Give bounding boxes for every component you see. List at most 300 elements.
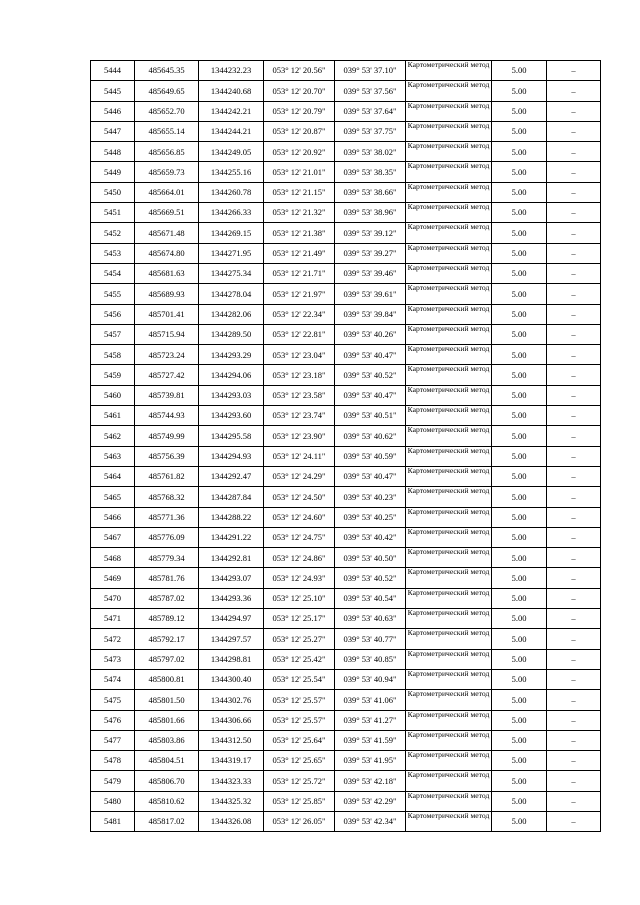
latitude-cell: 053° 12' 24.93": [264, 568, 335, 588]
x-coordinate-cell: 485649.65: [135, 81, 199, 101]
point-number-cell: 5460: [91, 385, 135, 405]
table-row: [91, 507, 601, 527]
table-row: [91, 101, 601, 121]
latitude-cell: 053° 12' 24.50": [264, 487, 335, 507]
x-coordinate-cell: 485671.48: [135, 223, 199, 243]
longitude-cell: 039° 53' 37.56": [335, 81, 406, 101]
point-number-cell: 5478: [91, 751, 135, 771]
latitude-cell: 053° 12' 24.29": [264, 466, 335, 486]
y-coordinate-cell: 1344289.50: [199, 324, 264, 344]
note-cell: –: [547, 609, 601, 629]
latitude-cell: 053° 12' 24.75": [264, 527, 335, 547]
table-row: [91, 223, 601, 243]
table-row: [91, 527, 601, 547]
note-cell: –: [547, 263, 601, 283]
method-cell: Картометрический метод: [406, 263, 492, 283]
note-cell: –: [547, 203, 601, 223]
longitude-cell: 039° 53' 39.61": [335, 284, 406, 304]
accuracy-cell: 5.00: [492, 629, 547, 649]
point-number-cell: 5444: [91, 61, 135, 81]
y-coordinate-cell: 1344293.60: [199, 406, 264, 426]
x-coordinate-cell: 485806.70: [135, 771, 199, 791]
point-number-cell: 5450: [91, 182, 135, 202]
method-cell: Картометрический метод: [406, 487, 492, 507]
table-row: [91, 345, 601, 365]
method-cell: Картометрический метод: [406, 426, 492, 446]
x-coordinate-cell: 485689.93: [135, 284, 199, 304]
x-coordinate-cell: 485768.32: [135, 487, 199, 507]
x-coordinate-cell: 485781.76: [135, 568, 199, 588]
latitude-cell: 053° 12' 23.74": [264, 406, 335, 426]
method-cell: Картометрический метод: [406, 710, 492, 730]
longitude-cell: 039° 53' 40.47": [335, 345, 406, 365]
note-cell: –: [547, 182, 601, 202]
longitude-cell: 039° 53' 40.50": [335, 548, 406, 568]
method-cell: Картометрический метод: [406, 751, 492, 771]
table-row: [91, 710, 601, 730]
point-number-cell: 5471: [91, 609, 135, 629]
method-cell: Картометрический метод: [406, 385, 492, 405]
note-cell: –: [547, 345, 601, 365]
latitude-cell: 053° 12' 25.64": [264, 730, 335, 750]
longitude-cell: 039° 53' 41.27": [335, 710, 406, 730]
table-row: [91, 385, 601, 405]
y-coordinate-cell: 1344278.04: [199, 284, 264, 304]
latitude-cell: 053° 12' 21.32": [264, 203, 335, 223]
y-coordinate-cell: 1344271.95: [199, 243, 264, 263]
x-coordinate-cell: 485789.12: [135, 609, 199, 629]
table-row: [91, 162, 601, 182]
longitude-cell: 039° 53' 40.59": [335, 446, 406, 466]
x-coordinate-cell: 485723.24: [135, 345, 199, 365]
latitude-cell: 053° 12' 24.11": [264, 446, 335, 466]
x-coordinate-cell: 485659.73: [135, 162, 199, 182]
latitude-cell: 053° 12' 21.15": [264, 182, 335, 202]
x-coordinate-cell: 485787.02: [135, 588, 199, 608]
accuracy-cell: 5.00: [492, 446, 547, 466]
latitude-cell: 053° 12' 26.05": [264, 811, 335, 831]
x-coordinate-cell: 485727.42: [135, 365, 199, 385]
latitude-cell: 053° 12' 24.60": [264, 507, 335, 527]
point-number-cell: 5469: [91, 568, 135, 588]
note-cell: –: [547, 791, 601, 811]
latitude-cell: 053° 12' 21.49": [264, 243, 335, 263]
note-cell: –: [547, 690, 601, 710]
table-row: [91, 669, 601, 689]
latitude-cell: 053° 12' 25.57": [264, 710, 335, 730]
latitude-cell: 053° 12' 21.01": [264, 162, 335, 182]
table-row: [91, 690, 601, 710]
note-cell: –: [547, 101, 601, 121]
longitude-cell: 039° 53' 40.47": [335, 385, 406, 405]
method-cell: Картометрический метод: [406, 730, 492, 750]
note-cell: –: [547, 304, 601, 324]
longitude-cell: 039° 53' 40.54": [335, 588, 406, 608]
point-number-cell: 5452: [91, 223, 135, 243]
longitude-cell: 039° 53' 37.10": [335, 61, 406, 81]
note-cell: –: [547, 81, 601, 101]
note-cell: –: [547, 142, 601, 162]
table-row: [91, 629, 601, 649]
y-coordinate-cell: 1344300.40: [199, 669, 264, 689]
method-cell: Картометрический метод: [406, 548, 492, 568]
accuracy-cell: 5.00: [492, 101, 547, 121]
table-row: [91, 751, 601, 771]
point-number-cell: 5456: [91, 304, 135, 324]
accuracy-cell: 5.00: [492, 142, 547, 162]
table-row: [91, 243, 601, 263]
accuracy-cell: 5.00: [492, 730, 547, 750]
y-coordinate-cell: 1344255.16: [199, 162, 264, 182]
note-cell: –: [547, 324, 601, 344]
longitude-cell: 039° 53' 42.18": [335, 771, 406, 791]
accuracy-cell: 5.00: [492, 365, 547, 385]
accuracy-cell: 5.00: [492, 61, 547, 81]
table-row: [91, 61, 601, 81]
method-cell: Картометрический метод: [406, 527, 492, 547]
point-number-cell: 5476: [91, 710, 135, 730]
point-number-cell: 5446: [91, 101, 135, 121]
x-coordinate-cell: 485797.02: [135, 649, 199, 669]
note-cell: –: [547, 710, 601, 730]
latitude-cell: 053° 12' 25.27": [264, 629, 335, 649]
table-row: [91, 121, 601, 141]
accuracy-cell: 5.00: [492, 345, 547, 365]
accuracy-cell: 5.00: [492, 385, 547, 405]
table-row: [91, 730, 601, 750]
method-cell: Картометрический метод: [406, 182, 492, 202]
y-coordinate-cell: 1344266.33: [199, 203, 264, 223]
x-coordinate-cell: 485744.93: [135, 406, 199, 426]
method-cell: Картометрический метод: [406, 61, 492, 81]
point-number-cell: 5463: [91, 446, 135, 466]
method-cell: Картометрический метод: [406, 223, 492, 243]
y-coordinate-cell: 1344293.36: [199, 588, 264, 608]
y-coordinate-cell: 1344244.21: [199, 121, 264, 141]
latitude-cell: 053° 12' 21.97": [264, 284, 335, 304]
longitude-cell: 039° 53' 40.26": [335, 324, 406, 344]
accuracy-cell: 5.00: [492, 690, 547, 710]
y-coordinate-cell: 1344312.50: [199, 730, 264, 750]
longitude-cell: 039° 53' 40.85": [335, 649, 406, 669]
longitude-cell: 039° 53' 39.12": [335, 223, 406, 243]
note-cell: –: [547, 568, 601, 588]
method-cell: Картометрический метод: [406, 203, 492, 223]
latitude-cell: 053° 12' 25.54": [264, 669, 335, 689]
y-coordinate-cell: 1344306.66: [199, 710, 264, 730]
latitude-cell: 053° 12' 25.72": [264, 771, 335, 791]
latitude-cell: 053° 12' 25.65": [264, 751, 335, 771]
longitude-cell: 039° 53' 40.42": [335, 527, 406, 547]
y-coordinate-cell: 1344297.57: [199, 629, 264, 649]
method-cell: Картометрический метод: [406, 365, 492, 385]
x-coordinate-cell: 485761.82: [135, 466, 199, 486]
accuracy-cell: 5.00: [492, 121, 547, 141]
method-cell: Картометрический метод: [406, 629, 492, 649]
note-cell: –: [547, 811, 601, 831]
point-number-cell: 5481: [91, 811, 135, 831]
x-coordinate-cell: 485810.62: [135, 791, 199, 811]
point-number-cell: 5467: [91, 527, 135, 547]
longitude-cell: 039° 53' 37.75": [335, 121, 406, 141]
x-coordinate-cell: 485801.66: [135, 710, 199, 730]
table-row: [91, 284, 601, 304]
note-cell: –: [547, 669, 601, 689]
latitude-cell: 053° 12' 25.57": [264, 690, 335, 710]
point-number-cell: 5451: [91, 203, 135, 223]
method-cell: Картометрический метод: [406, 243, 492, 263]
point-number-cell: 5475: [91, 690, 135, 710]
longitude-cell: 039° 53' 37.64": [335, 101, 406, 121]
table-row: [91, 182, 601, 202]
accuracy-cell: 5.00: [492, 406, 547, 426]
longitude-cell: 039° 53' 40.23": [335, 487, 406, 507]
y-coordinate-cell: 1344240.68: [199, 81, 264, 101]
accuracy-cell: 5.00: [492, 609, 547, 629]
method-cell: Картометрический метод: [406, 507, 492, 527]
table-row: [91, 791, 601, 811]
latitude-cell: 053° 12' 21.71": [264, 263, 335, 283]
point-number-cell: 5474: [91, 669, 135, 689]
longitude-cell: 039° 53' 38.66": [335, 182, 406, 202]
point-number-cell: 5472: [91, 629, 135, 649]
method-cell: Картометрический метод: [406, 101, 492, 121]
y-coordinate-cell: 1344294.97: [199, 609, 264, 629]
point-number-cell: 5445: [91, 81, 135, 101]
longitude-cell: 039° 53' 40.94": [335, 669, 406, 689]
x-coordinate-cell: 485817.02: [135, 811, 199, 831]
longitude-cell: 039° 53' 38.02": [335, 142, 406, 162]
longitude-cell: 039° 53' 40.62": [335, 426, 406, 446]
accuracy-cell: 5.00: [492, 771, 547, 791]
y-coordinate-cell: 1344293.29: [199, 345, 264, 365]
note-cell: –: [547, 487, 601, 507]
coordinates-table-body: [91, 61, 601, 832]
x-coordinate-cell: 485652.70: [135, 101, 199, 121]
accuracy-cell: 5.00: [492, 588, 547, 608]
y-coordinate-cell: 1344260.78: [199, 182, 264, 202]
table-row: [91, 203, 601, 223]
note-cell: –: [547, 588, 601, 608]
accuracy-cell: 5.00: [492, 568, 547, 588]
point-number-cell: 5479: [91, 771, 135, 791]
method-cell: Картометрический метод: [406, 284, 492, 304]
latitude-cell: 053° 12' 20.56": [264, 61, 335, 81]
longitude-cell: 039° 53' 40.52": [335, 365, 406, 385]
x-coordinate-cell: 485664.01: [135, 182, 199, 202]
table-row: [91, 263, 601, 283]
latitude-cell: 053° 12' 23.04": [264, 345, 335, 365]
note-cell: –: [547, 507, 601, 527]
accuracy-cell: 5.00: [492, 487, 547, 507]
accuracy-cell: 5.00: [492, 548, 547, 568]
method-cell: Картометрический метод: [406, 811, 492, 831]
accuracy-cell: 5.00: [492, 182, 547, 202]
point-number-cell: 5459: [91, 365, 135, 385]
latitude-cell: 053° 12' 23.18": [264, 365, 335, 385]
note-cell: –: [547, 730, 601, 750]
point-number-cell: 5457: [91, 324, 135, 344]
y-coordinate-cell: 1344292.81: [199, 548, 264, 568]
latitude-cell: 053° 12' 25.42": [264, 649, 335, 669]
point-number-cell: 5453: [91, 243, 135, 263]
y-coordinate-cell: 1344293.07: [199, 568, 264, 588]
method-cell: Картометрический метод: [406, 669, 492, 689]
method-cell: Картометрический метод: [406, 466, 492, 486]
note-cell: –: [547, 771, 601, 791]
latitude-cell: 053° 12' 23.58": [264, 385, 335, 405]
point-number-cell: 5470: [91, 588, 135, 608]
longitude-cell: 039° 53' 41.95": [335, 751, 406, 771]
accuracy-cell: 5.00: [492, 304, 547, 324]
accuracy-cell: 5.00: [492, 284, 547, 304]
latitude-cell: 053° 12' 22.81": [264, 324, 335, 344]
method-cell: Картометрический метод: [406, 771, 492, 791]
x-coordinate-cell: 485804.51: [135, 751, 199, 771]
latitude-cell: 053° 12' 20.79": [264, 101, 335, 121]
accuracy-cell: 5.00: [492, 751, 547, 771]
point-number-cell: 5458: [91, 345, 135, 365]
accuracy-cell: 5.00: [492, 324, 547, 344]
point-number-cell: 5473: [91, 649, 135, 669]
x-coordinate-cell: 485756.39: [135, 446, 199, 466]
method-cell: Картометрический метод: [406, 446, 492, 466]
latitude-cell: 053° 12' 25.17": [264, 609, 335, 629]
table-row: [91, 811, 601, 831]
longitude-cell: 039° 53' 41.59": [335, 730, 406, 750]
longitude-cell: 039° 53' 40.63": [335, 609, 406, 629]
accuracy-cell: 5.00: [492, 81, 547, 101]
method-cell: Картометрический метод: [406, 588, 492, 608]
x-coordinate-cell: 485779.34: [135, 548, 199, 568]
x-coordinate-cell: 485655.14: [135, 121, 199, 141]
longitude-cell: 039° 53' 40.25": [335, 507, 406, 527]
y-coordinate-cell: 1344295.58: [199, 426, 264, 446]
x-coordinate-cell: 485800.81: [135, 669, 199, 689]
table-row: [91, 406, 601, 426]
y-coordinate-cell: 1344325.32: [199, 791, 264, 811]
y-coordinate-cell: 1344319.17: [199, 751, 264, 771]
table-row: [91, 426, 601, 446]
accuracy-cell: 5.00: [492, 669, 547, 689]
accuracy-cell: 5.00: [492, 527, 547, 547]
method-cell: Картометрический метод: [406, 162, 492, 182]
method-cell: Картометрический метод: [406, 690, 492, 710]
accuracy-cell: 5.00: [492, 791, 547, 811]
note-cell: –: [547, 406, 601, 426]
method-cell: Картометрический метод: [406, 568, 492, 588]
accuracy-cell: 5.00: [492, 649, 547, 669]
note-cell: –: [547, 243, 601, 263]
note-cell: –: [547, 629, 601, 649]
x-coordinate-cell: 485749.99: [135, 426, 199, 446]
accuracy-cell: 5.00: [492, 811, 547, 831]
accuracy-cell: 5.00: [492, 507, 547, 527]
latitude-cell: 053° 12' 25.85": [264, 791, 335, 811]
longitude-cell: 039° 53' 39.46": [335, 263, 406, 283]
table-row: [91, 649, 601, 669]
point-number-cell: 5468: [91, 548, 135, 568]
latitude-cell: 053° 12' 20.92": [264, 142, 335, 162]
note-cell: –: [547, 649, 601, 669]
note-cell: –: [547, 365, 601, 385]
y-coordinate-cell: 1344292.47: [199, 466, 264, 486]
method-cell: Картометрический метод: [406, 324, 492, 344]
accuracy-cell: 5.00: [492, 203, 547, 223]
accuracy-cell: 5.00: [492, 710, 547, 730]
table-row: [91, 142, 601, 162]
point-number-cell: 5466: [91, 507, 135, 527]
point-number-cell: 5461: [91, 406, 135, 426]
point-number-cell: 5480: [91, 791, 135, 811]
point-number-cell: 5454: [91, 263, 135, 283]
y-coordinate-cell: 1344287.84: [199, 487, 264, 507]
longitude-cell: 039° 53' 42.29": [335, 791, 406, 811]
table-row: [91, 771, 601, 791]
y-coordinate-cell: 1344249.05: [199, 142, 264, 162]
table-row: [91, 548, 601, 568]
method-cell: Картометрический метод: [406, 791, 492, 811]
point-number-cell: 5447: [91, 121, 135, 141]
y-coordinate-cell: 1344275.34: [199, 263, 264, 283]
longitude-cell: 039° 53' 40.47": [335, 466, 406, 486]
y-coordinate-cell: 1344288.22: [199, 507, 264, 527]
longitude-cell: 039° 53' 42.34": [335, 811, 406, 831]
coordinates-table: [90, 60, 601, 832]
x-coordinate-cell: 485801.50: [135, 690, 199, 710]
point-number-cell: 5462: [91, 426, 135, 446]
latitude-cell: 053° 12' 25.10": [264, 588, 335, 608]
note-cell: –: [547, 527, 601, 547]
longitude-cell: 039° 53' 39.84": [335, 304, 406, 324]
method-cell: Картометрический метод: [406, 649, 492, 669]
latitude-cell: 053° 12' 24.86": [264, 548, 335, 568]
accuracy-cell: 5.00: [492, 162, 547, 182]
table-row: [91, 487, 601, 507]
y-coordinate-cell: 1344232.23: [199, 61, 264, 81]
table-row: [91, 568, 601, 588]
latitude-cell: 053° 12' 20.87": [264, 121, 335, 141]
point-number-cell: 5465: [91, 487, 135, 507]
table-row: [91, 365, 601, 385]
y-coordinate-cell: 1344242.21: [199, 101, 264, 121]
y-coordinate-cell: 1344294.93: [199, 446, 264, 466]
latitude-cell: 053° 12' 20.70": [264, 81, 335, 101]
longitude-cell: 039° 53' 38.35": [335, 162, 406, 182]
longitude-cell: 039° 53' 38.96": [335, 203, 406, 223]
table-row: [91, 446, 601, 466]
x-coordinate-cell: 485645.35: [135, 61, 199, 81]
x-coordinate-cell: 485669.51: [135, 203, 199, 223]
y-coordinate-cell: 1344302.76: [199, 690, 264, 710]
x-coordinate-cell: 485656.85: [135, 142, 199, 162]
y-coordinate-cell: 1344326.08: [199, 811, 264, 831]
y-coordinate-cell: 1344269.15: [199, 223, 264, 243]
accuracy-cell: 5.00: [492, 223, 547, 243]
longitude-cell: 039° 53' 40.77": [335, 629, 406, 649]
latitude-cell: 053° 12' 22.34": [264, 304, 335, 324]
method-cell: Картометрический метод: [406, 304, 492, 324]
note-cell: –: [547, 548, 601, 568]
x-coordinate-cell: 485715.94: [135, 324, 199, 344]
note-cell: –: [547, 284, 601, 304]
note-cell: –: [547, 121, 601, 141]
method-cell: Картометрический метод: [406, 81, 492, 101]
accuracy-cell: 5.00: [492, 263, 547, 283]
y-coordinate-cell: 1344294.06: [199, 365, 264, 385]
x-coordinate-cell: 485771.36: [135, 507, 199, 527]
table-row: [91, 466, 601, 486]
